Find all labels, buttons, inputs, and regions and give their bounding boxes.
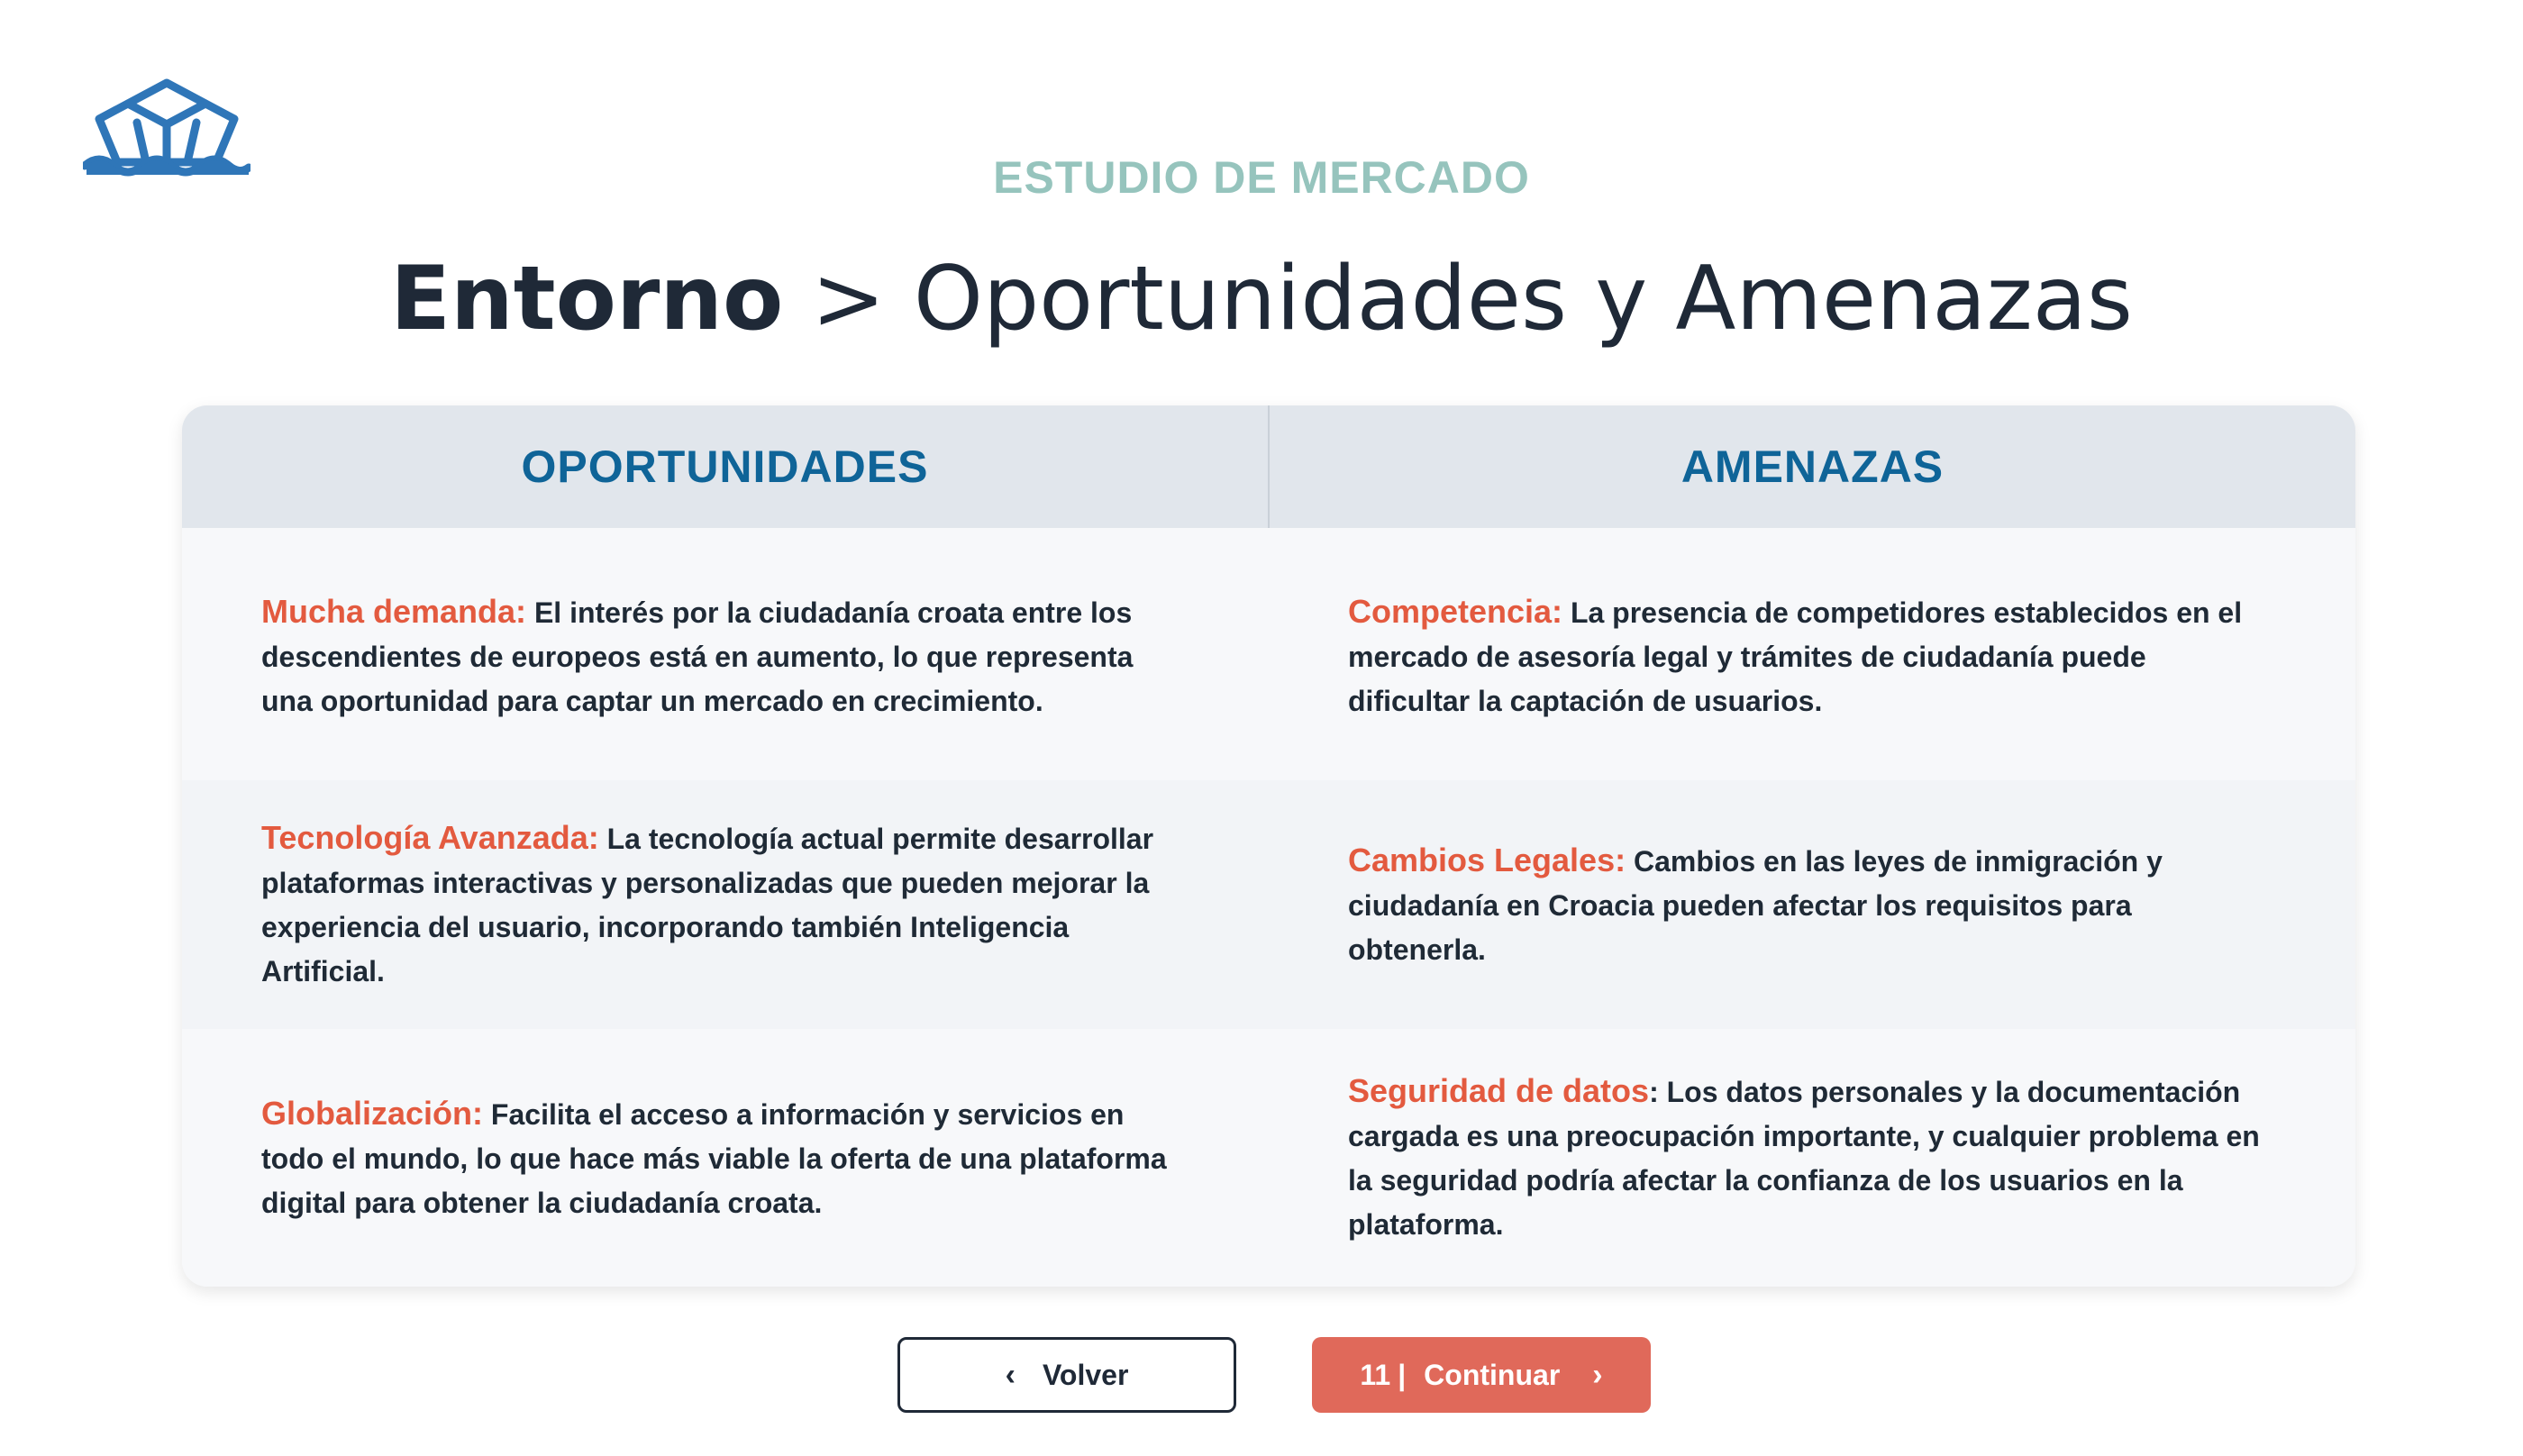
table-row: [182, 1029, 2355, 1287]
opportunity-label: Tecnología Avanzada:: [261, 819, 599, 856]
swot-table: [182, 405, 2355, 1287]
threats-header: AMENAZAS: [1268, 405, 2355, 528]
threat-cell: [1269, 528, 2355, 780]
opportunity-cell: [182, 528, 1269, 780]
threat-label: Cambios Legales:: [1348, 841, 1626, 878]
back-button-label: Volver: [1042, 1358, 1129, 1391]
threat-label-suffix: :: [1649, 1076, 1659, 1108]
threat-cell: [1269, 780, 2355, 1029]
threat-cell: [1269, 1029, 2355, 1287]
threat-label: Seguridad de datos: [1348, 1072, 1650, 1109]
continue-button-label: Continuar: [1424, 1358, 1561, 1391]
table-row: [182, 528, 2355, 780]
opportunity-cell: [182, 1029, 1269, 1287]
opportunity-label: Globalización:: [261, 1094, 484, 1132]
threat-text: Los datos personales y la documentación cargada es una preocupación importante, y cualquier problema en la seguridad podría afectar la confianza de los usuarios en la plataforma.: [1348, 1076, 2260, 1241]
chevron-left-icon: ‹: [1005, 1357, 1016, 1392]
opportunity-text: El interés por la ciudadanía croata entre los descendientes de europeos está en aumento, lo que representa una oportunidad para captar un mercado en crecimiento.: [261, 596, 1134, 717]
threat-text: La presencia de competidores establecidos en el mercado de asesoría legal y trámites de ciudadanía puede dificultar la captación de usuarios.: [1348, 596, 2243, 717]
continue-button[interactable]: [1312, 1337, 1651, 1413]
title-strong: Entorno: [390, 248, 784, 350]
opportunity-text: Facilita el acceso a información y servicios en todo el mundo, lo que hace más viable la oferta de una plataforma digital para obtener la ciudadanía croata.: [261, 1097, 1167, 1219]
page-number: 11: [1360, 1358, 1391, 1391]
opportunity-cell: [182, 780, 1269, 1029]
table-header: [182, 405, 2355, 528]
page-title: [0, 245, 2523, 353]
page-separator: |: [1398, 1358, 1407, 1391]
section-eyebrow: ESTUDIO DE MERCADO: [993, 152, 1530, 203]
title-rest: Oportunidades y Amenazas: [913, 248, 2133, 350]
opportunities-header: OPORTUNIDADES: [521, 441, 929, 492]
title-separator: >: [811, 248, 886, 350]
chevron-right-icon: ›: [1592, 1357, 1603, 1392]
threat-label: Competencia:: [1348, 592, 1563, 630]
threat-text: Cambios en las leyes de inmigración y ciudadanía en Croacia pueden afectar los requisitos para obtenerla.: [1348, 844, 2163, 966]
table-row: [182, 780, 2355, 1029]
back-button[interactable]: [897, 1337, 1236, 1413]
table-body: [182, 528, 2355, 1287]
opportunity-text: La tecnología actual permite desarrollar plataformas interactivas y personalizadas que pueden mejorar la experiencia del usuario, incorporando también Inteligencia Artificial.: [261, 823, 1154, 987]
opportunity-label: Mucha demanda:: [261, 592, 527, 630]
